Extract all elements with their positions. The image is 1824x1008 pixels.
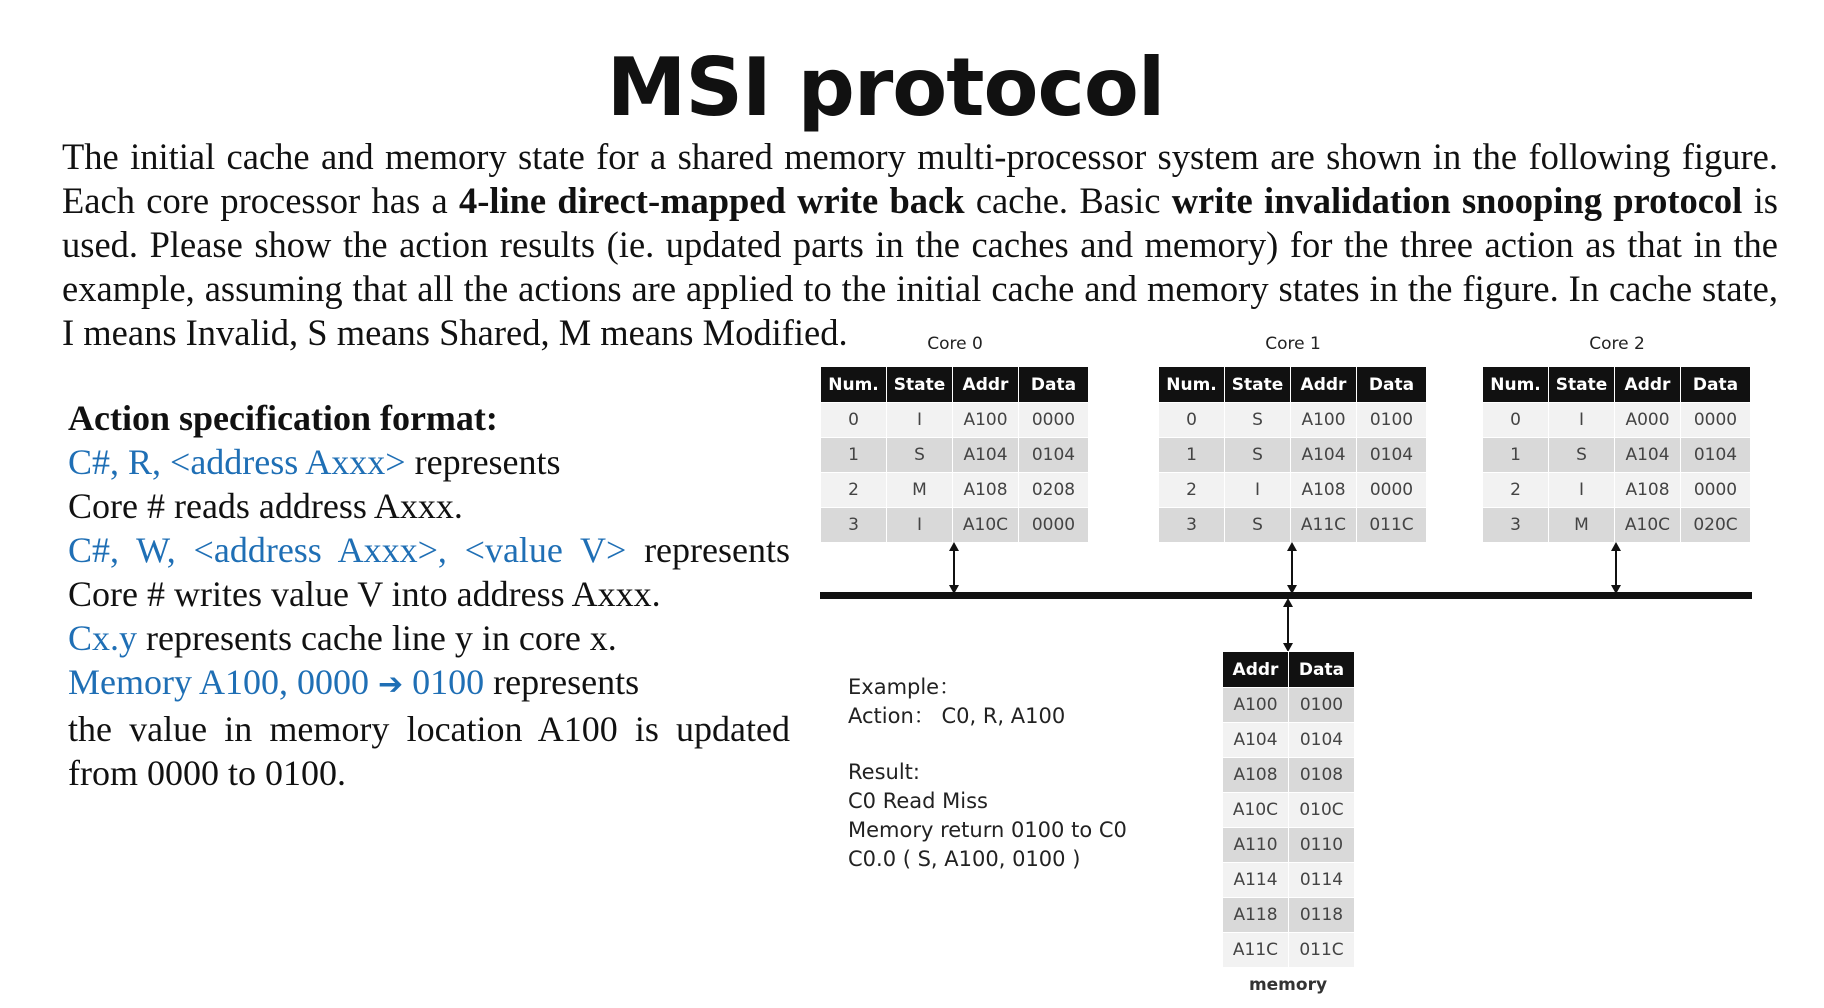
col-num-header: Num.: [1159, 367, 1225, 403]
cell-state: I: [1549, 473, 1615, 508]
table-row: [1159, 473, 1427, 508]
cell-num: 0: [1483, 403, 1549, 438]
cell-state: M: [1549, 508, 1615, 543]
table-row: [1223, 898, 1355, 933]
core-0-bus-arrow-icon: [944, 542, 964, 594]
cell-addr: A118: [1223, 898, 1289, 933]
cell-state: I: [1549, 403, 1615, 438]
intro-bold-1: 4-line direct-mapped write back: [458, 180, 965, 221]
cell-num: 0: [1159, 403, 1225, 438]
cell-data: 0000: [1019, 508, 1089, 543]
cell-addr: A10C: [953, 508, 1019, 543]
cell-data: 0118: [1289, 898, 1355, 933]
spec-mem-line: [68, 660, 790, 707]
col-data-header: Data: [1681, 367, 1751, 403]
core-0-title: Core 0: [927, 334, 983, 354]
cell-state: I: [887, 403, 953, 438]
cell-addr: A108: [1615, 473, 1681, 508]
cell-num: 1: [1483, 438, 1549, 473]
cell-state: S: [887, 438, 953, 473]
spec-line-line: [68, 616, 790, 660]
cell-data: 011C: [1357, 508, 1427, 543]
spec-mem-format-b: 0100: [403, 662, 485, 702]
core-1-title: Core 1: [1265, 334, 1321, 354]
col-data-header: Data: [1019, 367, 1089, 403]
spec-mem-represents: represents: [484, 662, 640, 702]
table-row: [1223, 758, 1355, 793]
cell-addr: A108: [953, 473, 1019, 508]
cell-state: S: [1225, 508, 1291, 543]
cell-data: 0000: [1357, 473, 1427, 508]
memory-header-row: [1223, 652, 1355, 688]
cell-addr: A108: [1291, 473, 1357, 508]
col-addr-header: Addr: [1615, 367, 1681, 403]
cell-data: 020C: [1681, 508, 1751, 543]
col-data-header: Data: [1357, 367, 1427, 403]
cell-addr: A104: [1615, 438, 1681, 473]
cell-addr: A104: [1223, 723, 1289, 758]
cell-state: S: [1225, 403, 1291, 438]
cell-num: 3: [1483, 508, 1549, 543]
cell-data: 0108: [1289, 758, 1355, 793]
col-state-header: State: [1549, 367, 1615, 403]
spec-heading: Action specification format:: [68, 398, 498, 438]
cell-num: 1: [1159, 438, 1225, 473]
cell-data: 010C: [1289, 793, 1355, 828]
table-row: [821, 438, 1089, 473]
example-result-2: Memory return 0100 to C0: [848, 818, 1127, 842]
table-row: [1483, 403, 1751, 438]
cell-num: 1: [821, 438, 887, 473]
spec-read-line: [68, 440, 790, 484]
cell-data: 0000: [1681, 403, 1751, 438]
cell-addr: A000: [1615, 403, 1681, 438]
memory-table: [1222, 651, 1355, 968]
arrow-right-icon: ➔: [378, 667, 404, 702]
cell-data: 0100: [1357, 403, 1427, 438]
example-label: Example：: [848, 675, 961, 699]
cell-data: 011C: [1289, 933, 1355, 968]
spec-line-desc: represents cache line y in core x.: [137, 618, 617, 658]
cell-data: 0110: [1289, 828, 1355, 863]
intro-text-1: The initial cache and memory state for a shared memory multi-processor system are shown in the following figure. Each core processor has a: [62, 136, 1778, 221]
spec-line-format: Cx.y: [68, 618, 138, 658]
table-row: [1159, 508, 1427, 543]
spec-write-line: [68, 528, 790, 572]
cell-addr: A10C: [1223, 793, 1289, 828]
table-row: [1483, 508, 1751, 543]
cell-addr: A104: [953, 438, 1019, 473]
cell-data: 0114: [1289, 863, 1355, 898]
cell-data: 0104: [1289, 723, 1355, 758]
cell-addr: A11C: [1291, 508, 1357, 543]
table-row: [821, 473, 1089, 508]
col-state-header: State: [887, 367, 953, 403]
spec-mem-desc-2: from 0000 to 0100.: [68, 753, 346, 793]
cell-addr: A110: [1223, 828, 1289, 863]
col-addr-header: Addr: [1291, 367, 1357, 403]
cell-data: 0000: [1019, 403, 1089, 438]
cell-state: M: [887, 473, 953, 508]
example-result-1: C0 Read Miss: [848, 789, 988, 813]
table-row: [1483, 438, 1751, 473]
table-row: [1223, 793, 1355, 828]
cell-num: 2: [1159, 473, 1225, 508]
memory-caption: memory: [1248, 975, 1328, 995]
cell-data: 0100: [1289, 688, 1355, 723]
cell-addr: A104: [1291, 438, 1357, 473]
table-row: [1223, 828, 1355, 863]
spec-write-represents: represents: [626, 530, 791, 570]
core-2-cache-table: [1482, 366, 1751, 543]
cell-data: 0000: [1681, 473, 1751, 508]
action-spec: [68, 396, 790, 795]
core-2-header-row: [1483, 367, 1751, 403]
cell-state: I: [1225, 473, 1291, 508]
table-row: [821, 508, 1089, 543]
example-result-3: C0.0 ( S, A100, 0100 ): [848, 847, 1081, 871]
core-2-title: Core 2: [1589, 334, 1645, 354]
core-1-bus-arrow-icon: [1282, 542, 1302, 594]
cell-num: 0: [821, 403, 887, 438]
spec-read-desc: Core # reads address Axxx.: [68, 486, 463, 526]
table-row: [1223, 933, 1355, 968]
intro-paragraph: [62, 135, 1778, 355]
table-row: [1223, 863, 1355, 898]
table-row: [1223, 688, 1355, 723]
example-block: [848, 673, 1127, 874]
cell-num: 3: [821, 508, 887, 543]
spec-read-format: C#, R, <address Axxx>: [68, 442, 406, 482]
cell-addr: A100: [953, 403, 1019, 438]
col-num-header: Num.: [821, 367, 887, 403]
core-0-cache-table: [820, 366, 1089, 543]
cell-data: 0208: [1019, 473, 1089, 508]
cell-state: S: [1549, 438, 1615, 473]
mem-data-header: Data: [1289, 652, 1355, 688]
spec-read-represents: represents: [405, 442, 561, 482]
spec-write-desc: Core # writes value V into address Axxx.: [68, 574, 661, 614]
cell-addr: A10C: [1615, 508, 1681, 543]
cell-addr: A100: [1223, 688, 1289, 723]
cell-data: 0104: [1681, 438, 1751, 473]
cell-data: 0104: [1357, 438, 1427, 473]
spec-mem-desc-1: the value in memory location A100 is updated: [68, 709, 790, 749]
col-addr-header: Addr: [953, 367, 1019, 403]
table-row: [1159, 438, 1427, 473]
core-1-header-row: [1159, 367, 1427, 403]
intro-text-3: is used. Please show the action results (ie. updated parts in the caches and memory) for the three action as that in the example, assuming that all the actions are applied to the initial cache and memory states in the figure. In cache state, I means Invalid, S means Shared, M means Modified.: [62, 180, 1778, 353]
cell-addr: A114: [1223, 863, 1289, 898]
col-state-header: State: [1225, 367, 1291, 403]
table-row: [1223, 723, 1355, 758]
col-num-header: Num.: [1483, 367, 1549, 403]
cell-addr: A108: [1223, 758, 1289, 793]
example-result-label: Result:: [848, 760, 920, 784]
cell-num: 3: [1159, 508, 1225, 543]
core-0-header-row: [821, 367, 1089, 403]
cell-addr: A11C: [1223, 933, 1289, 968]
memory-bus-arrow-icon: [1278, 598, 1298, 652]
cell-state: S: [1225, 438, 1291, 473]
cell-num: 2: [821, 473, 887, 508]
spec-write-format: C#, W, <address Axxx>, <value V>: [68, 530, 627, 570]
cell-state: I: [887, 508, 953, 543]
cell-addr: A100: [1291, 403, 1357, 438]
mem-addr-header: Addr: [1223, 652, 1289, 688]
table-row: [1159, 403, 1427, 438]
core-2-bus-arrow-icon: [1606, 542, 1626, 594]
table-row: [821, 403, 1089, 438]
cell-data: 0104: [1019, 438, 1089, 473]
table-row: [1483, 473, 1751, 508]
example-action: Action： C0, R, A100: [848, 704, 1066, 728]
core-1-cache-table: [1158, 366, 1427, 543]
intro-bold-2: write invalidation snooping protocol: [1171, 180, 1743, 221]
page-title: MSI protocol: [606, 41, 1165, 134]
cell-num: 2: [1483, 473, 1549, 508]
intro-text-2: cache. Basic: [964, 180, 1172, 221]
spec-mem-format-a: Memory A100, 0000: [68, 662, 378, 702]
